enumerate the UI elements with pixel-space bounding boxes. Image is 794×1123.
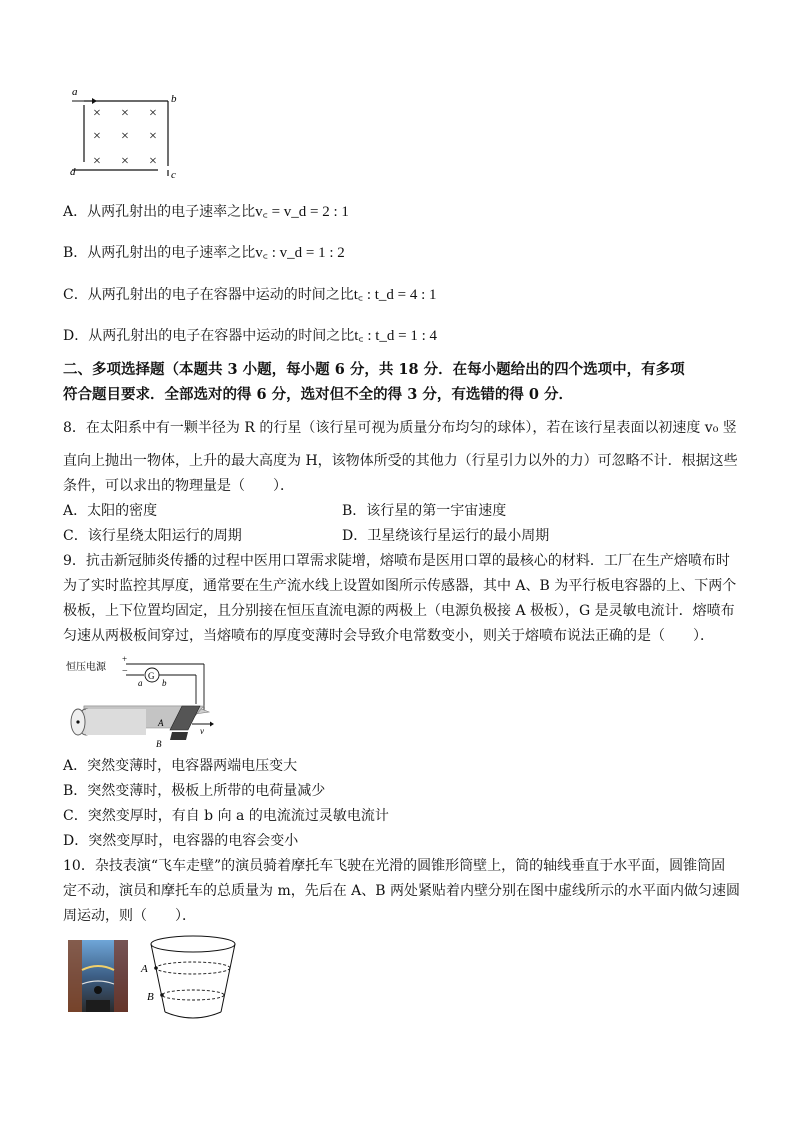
cone-label-a: A (141, 963, 148, 975)
svg-text:b: b (162, 678, 167, 688)
power-source-label: 恒压电源 (66, 662, 106, 673)
svg-text:G: G (148, 671, 155, 681)
field-cross: × (93, 106, 101, 121)
cone-wall-figure (138, 934, 238, 1024)
capacitor-sensor-figure (64, 654, 214, 750)
svg-text:v: v (200, 726, 204, 736)
svg-text:B: B (156, 739, 162, 749)
q7-option-a-math: v꜀ = v_d = 2 : 1 (255, 204, 349, 220)
q7-option-c: C．从两孔射出的电子在容器中运动的时间之比t꜀ : t_d = 4 : 1 (63, 287, 437, 303)
q8-stem-line1: 8．在太阳系中有一颗半径为 R 的行星（该行星可视为质量分布均匀的球体），若在该行星表面以初速度 v₀ 竖 (63, 420, 737, 436)
q9-stem-line4: 匀速从两极板间穿过，当熔喷布的厚度变薄时会导致介电常数变小，则关于熔喷布说法正确的是（ ）． (63, 628, 714, 644)
field-cross: × (121, 154, 129, 169)
section2-heading-line2: 符合题目要求．全部选对的得 6 分，选对但不全的得 3 分，有选错的得 0 分． (63, 386, 574, 403)
q9-stem-line1: 9．抗击新冠肺炎传播的过程中医用口罩需求陡增，熔喷布是医用口罩的最核心的材料．工厂在生产熔喷布时 (63, 553, 730, 569)
q8-option-d: D．卫星绕该行星运行的最小周期 (342, 528, 550, 544)
label-b: b (171, 93, 177, 105)
q7-option-a: A．从两孔射出的电子速率之比v꜀ = v_d = 2 : 1 (63, 204, 349, 220)
q7-option-d: D．从两孔射出的电子在容器中运动的时间之比t꜀ : t_d = 1 : 4 (63, 328, 438, 344)
q7-option-b-math: v꜀ : v_d = 1 : 2 (255, 245, 345, 261)
section2-heading-line1: 二、多项选择题（本题共 3 小题，每小题 6 分，共 18 分．在每小题给出的四个选项中，有多项 (63, 361, 685, 378)
cone-label-b: B (147, 991, 154, 1003)
q7-option-d-math: t꜀ : t_d = 1 : 4 (354, 328, 438, 344)
svg-text:a: a (138, 678, 143, 688)
q8-stem-line2: 直向上抛出一物体，上升的最大高度为 H，该物体所受的其他力（行星引力以外的力）可忽略不计．根据这些 (63, 453, 738, 469)
q8-stem-line3: 条件，可以求出的物理量是（ ）． (63, 478, 294, 494)
q8-option-a: A．太阳的密度 (63, 503, 158, 519)
q9-option-c: C．突然变厚时，有自 b 向 a 的电流流过灵敏电流计 (63, 808, 389, 824)
q8-option-b: B．该行星的第一宇宙速度 (342, 503, 507, 519)
field-cross: × (93, 154, 101, 169)
q9-option-d: D．突然变厚时，电容器的电容会变小 (63, 833, 299, 849)
label-d: d (70, 166, 76, 178)
q9-option-a: A．突然变薄时，电容器两端电压变大 (63, 758, 298, 774)
field-cross: × (93, 129, 101, 144)
svg-text:+: + (122, 654, 128, 664)
q10-stem-line1: 10．杂技表演“飞车走壁”的演员骑着摩托车飞驶在光滑的圆锥形筒壁上，筒的轴线垂直于水平面，圆锥筒固 (63, 858, 726, 874)
field-cross: × (149, 154, 157, 169)
field-cross: × (121, 129, 129, 144)
q10-stem-line2: 定不动，演员和摩托车的总质量为 m，先后在 A、B 两处紧贴着内壁分别在图中虚线所示的水平面内做匀速圆 (63, 883, 741, 899)
field-cross: × (149, 129, 157, 144)
q9-stem-line2: 为了实时监控其厚度，通常要在生产流水线上设置如图所示传感器，其中 A、B 为平行板电容器的上、下两个 (63, 578, 737, 594)
q8-option-c: C．该行星绕太阳运行的周期 (63, 528, 242, 544)
field-cross: × (121, 106, 129, 121)
field-cross: × (149, 106, 157, 121)
svg-text:A: A (158, 718, 164, 728)
label-c: c (171, 169, 176, 181)
q7-option-c-math: t꜀ : t_d = 4 : 1 (353, 287, 437, 303)
q9-stem-line3: 极板，上下位置均固定，且分别接在恒压直流电源的两极上（电源负极接 A 极板），G 是灵敏电流计．熔喷布 (63, 603, 735, 619)
label-a: a (72, 86, 78, 98)
stunt-photo (68, 940, 128, 1012)
q10-stem-line3: 周运动，则（ ）． (63, 908, 196, 924)
svg-text:−: − (122, 666, 128, 677)
magnetic-field-figure (62, 84, 192, 182)
q9-option-b: B．突然变薄时，极板上所带的电荷量减少 (63, 783, 326, 799)
q7-option-b: B．从两孔射出的电子速率之比v꜀ : v_d = 1 : 2 (63, 245, 345, 261)
